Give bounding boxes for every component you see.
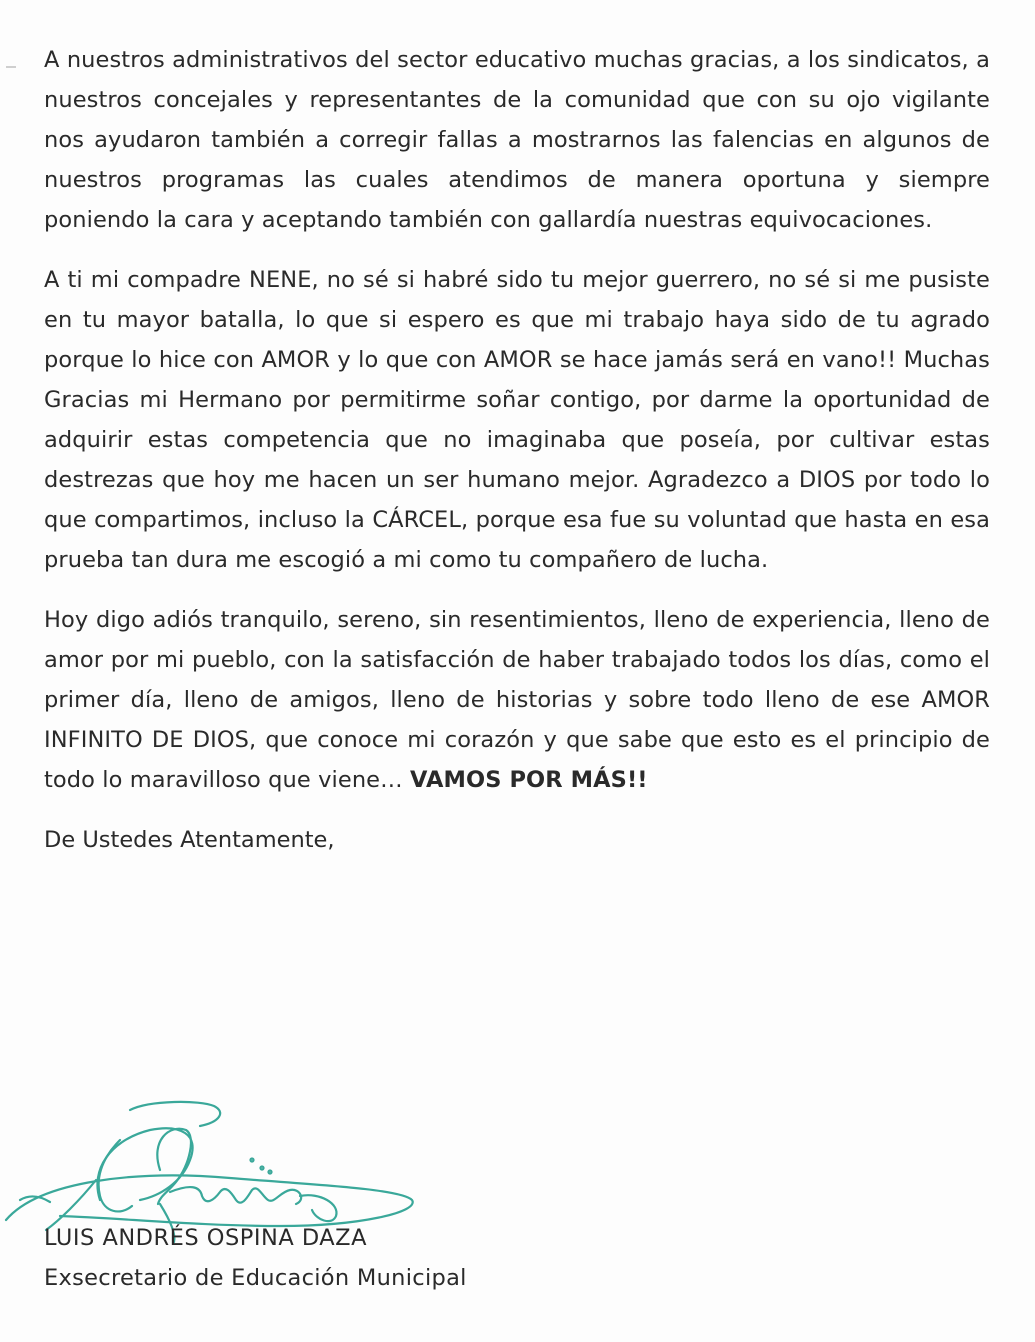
signer-title: Exsecretario de Educación Municipal bbox=[44, 1265, 467, 1291]
signer-block bbox=[44, 1218, 744, 1298]
farewell-text: Hoy digo adiós tranquilo, sereno, sin resentimientos, lleno de experiencia, lleno de amor por mi pueblo, con la satisfacción de haber trabajado todos los días, como el primer día, lleno de amigos, lleno de historias y sobre todo lleno de ese AMOR INFINITO DE DIOS, que conoce mi corazón y que sabe que esto es el principio de todo lo maravilloso que viene… bbox=[44, 607, 990, 793]
paragraph-farewell bbox=[44, 600, 990, 800]
paragraph-thanks-administrative: A nuestros administrativos del sector educativo muchas gracias, a los sindicatos, a nuestros concejales y representantes de la comunidad que con su ojo vigilante nos ayudaron también a corregir fallas a mostrarnos las falencias en algunos de nuestros programas las cuales atendimos de manera oportuna y siempre poniendo la cara y aceptando también con gallardía nuestras equivocaciones. bbox=[44, 47, 990, 233]
letter-body bbox=[44, 40, 990, 860]
paragraph-compadre-nene: A ti mi compadre NENE, no sé si habré sido tu mejor guerrero, no sé si me pusiste en tu mayor batalla, lo que si espero es que mi trabajo haya sido de tu agrado porque lo hice con AMOR y lo que con AMOR se hace jamás será en vano!! Muchas Gracias mi Hermano por permitirme soñar contigo, por darme la oportunidad de adquirir estas competencia que no imaginaba que poseía, por cultivar estas destrezas que hoy me hacen un ser humano mejor. Agradezco a DIOS por todo lo que compartimos, incluso la CÁRCEL, porque esa fue su voluntad que hasta en esa prueba tan dura me escogió a mi como tu compañero de lucha. bbox=[44, 267, 990, 573]
signer-name: LUIS ANDRÉS OSPINA DAZA bbox=[44, 1225, 367, 1251]
scan-edge-mark bbox=[6, 66, 16, 68]
farewell-emphasis: VAMOS POR MÁS!! bbox=[410, 767, 648, 793]
closing-salutation: De Ustedes Atentamente, bbox=[44, 827, 335, 853]
